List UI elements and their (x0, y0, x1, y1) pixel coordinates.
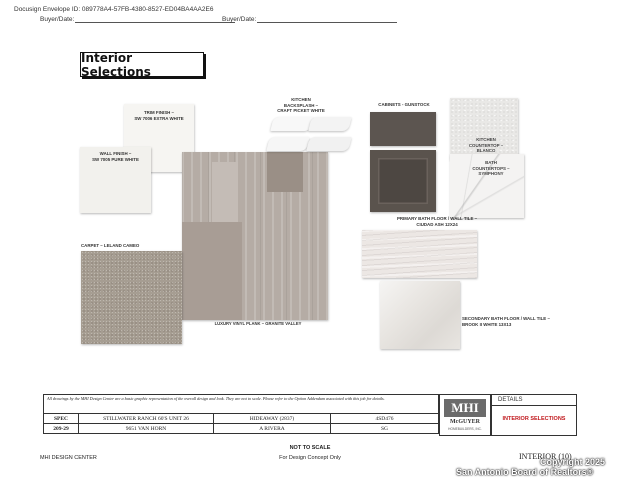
wall-finish-swatch (80, 147, 151, 213)
page-label: INTERIOR (10) (519, 452, 572, 461)
logo-mark: MHI (451, 400, 479, 415)
primary-bath-label: PRIMARY BATH FLOOR / WALL TILE – CIUDAD ASH 12X24 (396, 216, 478, 227)
buyer-date-label: Buyer/Date: (40, 16, 75, 23)
lot-block-cell: 209-29 (44, 424, 79, 434)
carpet-label: CARPET – LELAND CAMEO (81, 243, 140, 248)
details-box (491, 394, 577, 436)
page-title-box (80, 52, 204, 77)
secondary-bath-tile-swatch (380, 281, 460, 349)
backsplash-tile (270, 117, 313, 131)
cabinet-door-swatch (370, 150, 436, 212)
mhi-logo (439, 394, 491, 436)
designer-cell: A RIVERA (214, 424, 331, 434)
backsplash-tiles (266, 117, 352, 157)
not-to-scale-label: NOT TO SCALE (289, 445, 331, 451)
backsplash-tile (306, 137, 351, 151)
kitchen-countertop-swatch (450, 98, 518, 160)
design-center-label: MHI DESIGN CENTER (40, 455, 97, 461)
realtors-watermark: San Antonio Board of Realtors® (456, 467, 594, 477)
carpet-swatch (81, 251, 182, 344)
logo-name: McGUYER (450, 419, 480, 425)
buyer-date-left (40, 16, 235, 23)
buyer-date-line (257, 16, 397, 23)
kitchen-backsplash-label: KITCHEN BACKSPLASH – CRAFT PICKET WHITE (277, 97, 325, 113)
cabinet-door-panel (378, 158, 428, 204)
concept-only-label: For Design Concept Only (279, 455, 341, 461)
wall-finish-label: WALL FINISH – SW 7005 PURE WHITE (92, 151, 139, 162)
primary-bath-tile-swatch (362, 230, 477, 278)
buyer-date-line (75, 16, 235, 23)
job-info-table (43, 394, 439, 434)
kitchen-countertop-label: KITCHEN COUNTERTOP – BLANCO (468, 137, 504, 153)
logo-mark-block (444, 399, 486, 417)
job-type-cell: SPEC (44, 414, 79, 424)
trim-finish-label: TRIM FINISH – SW 7006 EXTRA WHITE (134, 110, 184, 121)
disclaimer-text: All drawings by the MHI Design Center are a basic graphic representation of the overall design and look. They are not to scale. Please refer to the Option Addendum associated with this job for details. (44, 395, 439, 414)
docusign-envelope-id: Docusign Envelope ID: 089778A4-57FB-4380-8527-ED04BA4AA2E6 (14, 6, 214, 13)
bath-countertop-label: BATH COUNTERTOPS – SYMPHONY (472, 160, 510, 176)
community-cell: STILLWATER RANCH 60'S UNIT 26 (79, 414, 214, 424)
copyright-watermark: Copyright 2025 (540, 457, 606, 467)
backsplash-tile (266, 137, 309, 151)
vinyl-plank-label: LUXURY VINYL PLANK – GRANITE VALLEY (214, 321, 302, 326)
page-title: Interior Selections (81, 50, 151, 79)
vinyl-plank-dark-board (267, 152, 303, 192)
job-number-cell: 4SD476 (331, 414, 439, 424)
secondary-bath-label: SECONDARY BATH FLOOR / WALL TILE – BROOK II WHITE 13X13 (462, 316, 550, 327)
backsplash-tile (308, 117, 351, 131)
bath-countertop-swatch (450, 154, 524, 218)
cabinet-panel-swatch (370, 112, 436, 146)
cabinets-label: CABINETS - GUNSTOCK (378, 102, 430, 107)
vinyl-plank-swatch (182, 152, 328, 320)
buyer-date-label: Buyer/Date: (222, 16, 257, 23)
details-header: DETAILS (492, 395, 576, 406)
buyer-date-right (222, 16, 397, 23)
logo-sub: HOMEBUILDERS, INC. (448, 427, 482, 431)
vinyl-plank-light-board (212, 162, 238, 222)
details-value: INTERIOR SELECTIONS (502, 416, 566, 422)
address-cell: 9651 VAN HORN (79, 424, 214, 434)
vinyl-plank-dark-board (182, 222, 242, 320)
plan-cell: HIDEAWAY (2837) (214, 414, 331, 424)
initials-cell: SG (331, 424, 439, 434)
